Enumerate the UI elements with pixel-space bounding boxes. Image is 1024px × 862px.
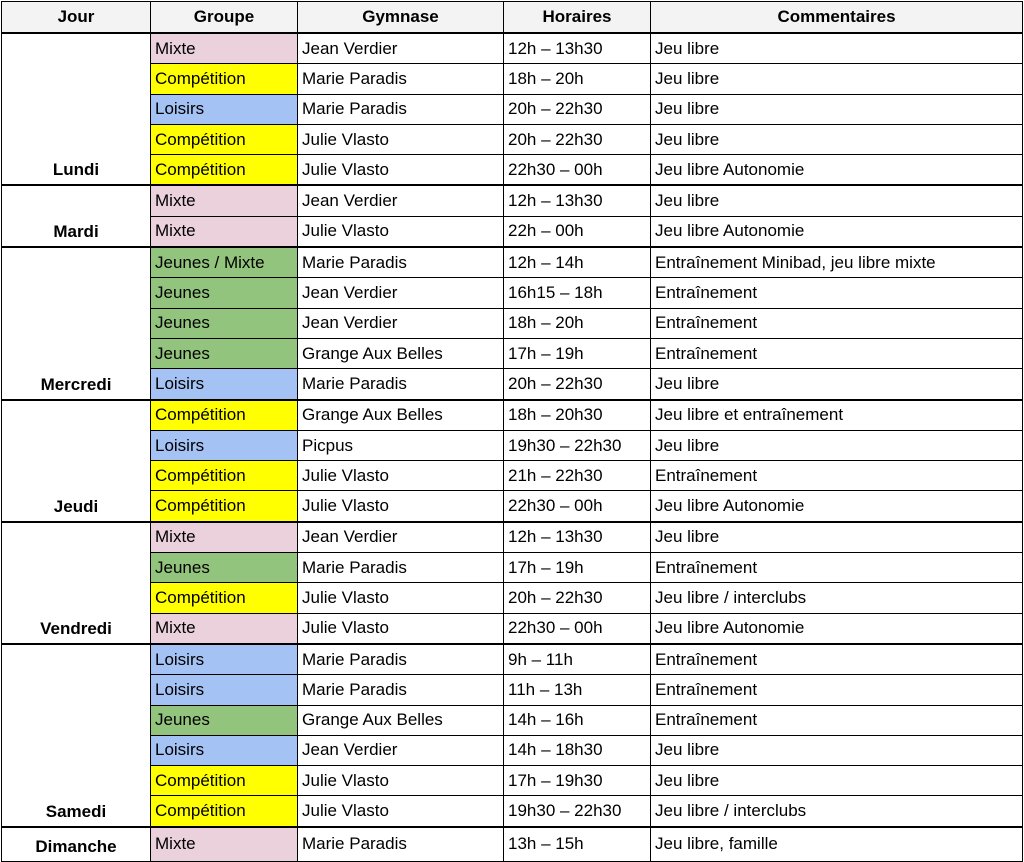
table-row [2, 338, 1023, 368]
group-cell: Mixte [151, 185, 298, 216]
gym-cell: Picpus [298, 430, 504, 460]
hours-cell: 19h30 – 22h30 [504, 430, 651, 460]
hours-cell: 22h – 00h [504, 216, 651, 247]
table-row [2, 491, 1023, 522]
table-row [2, 675, 1023, 705]
table-row [2, 583, 1023, 613]
hours-cell: 22h30 – 00h [504, 491, 651, 522]
hours-cell: 17h – 19h [504, 553, 651, 583]
comment-cell: Jeu libre [651, 64, 1023, 94]
header-horaires: Horaires [504, 2, 651, 34]
group-cell: Jeunes [151, 278, 298, 308]
table-row [2, 64, 1023, 94]
comment-cell: Jeu libre [651, 522, 1023, 553]
table-row [2, 216, 1023, 247]
table-row [2, 766, 1023, 796]
gym-cell: Jean Verdier [298, 278, 504, 308]
table-row [2, 705, 1023, 735]
day-cell: Vendredi [2, 522, 151, 644]
day-cell: Dimanche [2, 827, 151, 862]
comment-cell: Entraînement [651, 553, 1023, 583]
hours-cell: 21h – 22h30 [504, 461, 651, 491]
gym-cell: Jean Verdier [298, 308, 504, 338]
comment-cell: Jeu libre [651, 430, 1023, 460]
group-cell: Compétition [151, 64, 298, 94]
comment-cell: Jeu libre [651, 33, 1023, 64]
group-cell: Loisirs [151, 735, 298, 765]
table-row [2, 644, 1023, 675]
comment-cell: Jeu libre [651, 124, 1023, 154]
table-row [2, 735, 1023, 765]
hours-cell: 12h – 13h30 [504, 185, 651, 216]
comment-cell: Entraînement [651, 308, 1023, 338]
comment-cell: Jeu libre / interclubs [651, 796, 1023, 827]
gym-cell: Marie Paradis [298, 369, 504, 400]
table-row [2, 827, 1023, 862]
group-cell: Mixte [151, 216, 298, 247]
gym-cell: Marie Paradis [298, 644, 504, 675]
hours-cell: 19h30 – 22h30 [504, 796, 651, 827]
day-cell: Mercredi [2, 247, 151, 399]
table-row [2, 522, 1023, 553]
table-row [2, 278, 1023, 308]
gym-cell: Marie Paradis [298, 247, 504, 278]
table-row [2, 308, 1023, 338]
header-groupe: Groupe [151, 2, 298, 34]
comment-cell: Jeu libre Autonomie [651, 491, 1023, 522]
hours-cell: 9h – 11h [504, 644, 651, 675]
hours-cell: 18h – 20h [504, 64, 651, 94]
group-cell: Mixte [151, 522, 298, 553]
hours-cell: 20h – 22h30 [504, 94, 651, 124]
comment-cell: Entraînement [651, 461, 1023, 491]
day-cell: Jeudi [2, 400, 151, 522]
group-cell: Loisirs [151, 675, 298, 705]
comment-cell: Jeu libre / interclubs [651, 583, 1023, 613]
group-cell: Jeunes [151, 705, 298, 735]
gym-cell: Julie Vlasto [298, 491, 504, 522]
schedule-body [2, 33, 1023, 862]
group-cell: Compétition [151, 155, 298, 186]
hours-cell: 22h30 – 00h [504, 613, 651, 644]
header-commentaires: Commentaires [651, 2, 1023, 34]
gym-cell: Marie Paradis [298, 64, 504, 94]
gym-cell: Julie Vlasto [298, 766, 504, 796]
gym-cell: Jean Verdier [298, 735, 504, 765]
hours-cell: 17h – 19h [504, 338, 651, 368]
group-cell: Loisirs [151, 430, 298, 460]
table-row [2, 94, 1023, 124]
hours-cell: 18h – 20h30 [504, 400, 651, 431]
table-row [2, 430, 1023, 460]
group-cell: Compétition [151, 124, 298, 154]
table-row [2, 613, 1023, 644]
day-cell: Lundi [2, 33, 151, 185]
comment-cell: Entraînement [651, 644, 1023, 675]
hours-cell: 12h – 13h30 [504, 522, 651, 553]
comment-cell: Entraînement [651, 675, 1023, 705]
day-cell: Mardi [2, 185, 151, 247]
gym-cell: Jean Verdier [298, 185, 504, 216]
comment-cell: Entraînement [651, 278, 1023, 308]
gym-cell: Julie Vlasto [298, 155, 504, 186]
gym-cell: Marie Paradis [298, 94, 504, 124]
table-row [2, 124, 1023, 154]
header-gymnase: Gymnase [298, 2, 504, 34]
hours-cell: 20h – 22h30 [504, 124, 651, 154]
hours-cell: 11h – 13h [504, 675, 651, 705]
hours-cell: 12h – 14h [504, 247, 651, 278]
group-cell: Mixte [151, 827, 298, 862]
gym-cell: Grange Aux Belles [298, 338, 504, 368]
group-cell: Jeunes [151, 338, 298, 368]
table-row [2, 796, 1023, 827]
comment-cell: Jeu libre [651, 94, 1023, 124]
group-cell: Mixte [151, 33, 298, 64]
comment-cell: Jeu libre Autonomie [651, 613, 1023, 644]
gym-cell: Marie Paradis [298, 675, 504, 705]
comment-cell: Jeu libre, famille [651, 827, 1023, 862]
gym-cell: Julie Vlasto [298, 124, 504, 154]
hours-cell: 14h – 16h [504, 705, 651, 735]
gym-cell: Julie Vlasto [298, 613, 504, 644]
table-row [2, 400, 1023, 431]
table-row [2, 369, 1023, 400]
group-cell: Compétition [151, 796, 298, 827]
group-cell: Loisirs [151, 644, 298, 675]
gym-cell: Marie Paradis [298, 827, 504, 862]
comment-cell: Entraînement Minibad, jeu libre mixte [651, 247, 1023, 278]
gym-cell: Grange Aux Belles [298, 400, 504, 431]
group-cell: Loisirs [151, 94, 298, 124]
gym-cell: Jean Verdier [298, 33, 504, 64]
group-cell: Compétition [151, 491, 298, 522]
table-row [2, 553, 1023, 583]
hours-cell: 20h – 22h30 [504, 583, 651, 613]
comment-cell: Jeu libre Autonomie [651, 155, 1023, 186]
table-row [2, 247, 1023, 278]
comment-cell: Entraînement [651, 338, 1023, 368]
hours-cell: 18h – 20h [504, 308, 651, 338]
group-cell: Compétition [151, 583, 298, 613]
group-cell: Mixte [151, 613, 298, 644]
hours-cell: 17h – 19h30 [504, 766, 651, 796]
group-cell: Jeunes [151, 308, 298, 338]
hours-cell: 14h – 18h30 [504, 735, 651, 765]
table-row [2, 155, 1023, 186]
group-cell: Jeunes [151, 553, 298, 583]
comment-cell: Jeu libre [651, 735, 1023, 765]
group-cell: Loisirs [151, 369, 298, 400]
hours-cell: 12h – 13h30 [504, 33, 651, 64]
group-cell: Jeunes / Mixte [151, 247, 298, 278]
comment-cell: Jeu libre [651, 185, 1023, 216]
group-cell: Compétition [151, 461, 298, 491]
hours-cell: 20h – 22h30 [504, 369, 651, 400]
gym-cell: Marie Paradis [298, 553, 504, 583]
gym-cell: Julie Vlasto [298, 796, 504, 827]
hours-cell: 13h – 15h [504, 827, 651, 862]
table-row [2, 33, 1023, 64]
hours-cell: 16h15 – 18h [504, 278, 651, 308]
comment-cell: Jeu libre [651, 766, 1023, 796]
table-row [2, 461, 1023, 491]
schedule-table [1, 1, 1023, 862]
group-cell: Compétition [151, 766, 298, 796]
gym-cell: Grange Aux Belles [298, 705, 504, 735]
header-jour: Jour [2, 2, 151, 34]
comment-cell: Jeu libre [651, 369, 1023, 400]
gym-cell: Julie Vlasto [298, 583, 504, 613]
gym-cell: Julie Vlasto [298, 461, 504, 491]
group-cell: Compétition [151, 400, 298, 431]
comment-cell: Jeu libre Autonomie [651, 216, 1023, 247]
header-row [2, 2, 1023, 34]
day-cell: Samedi [2, 644, 151, 827]
comment-cell: Jeu libre et entraînement [651, 400, 1023, 431]
table-row [2, 185, 1023, 216]
gym-cell: Julie Vlasto [298, 216, 504, 247]
hours-cell: 22h30 – 00h [504, 155, 651, 186]
gym-cell: Jean Verdier [298, 522, 504, 553]
comment-cell: Entraînement [651, 705, 1023, 735]
